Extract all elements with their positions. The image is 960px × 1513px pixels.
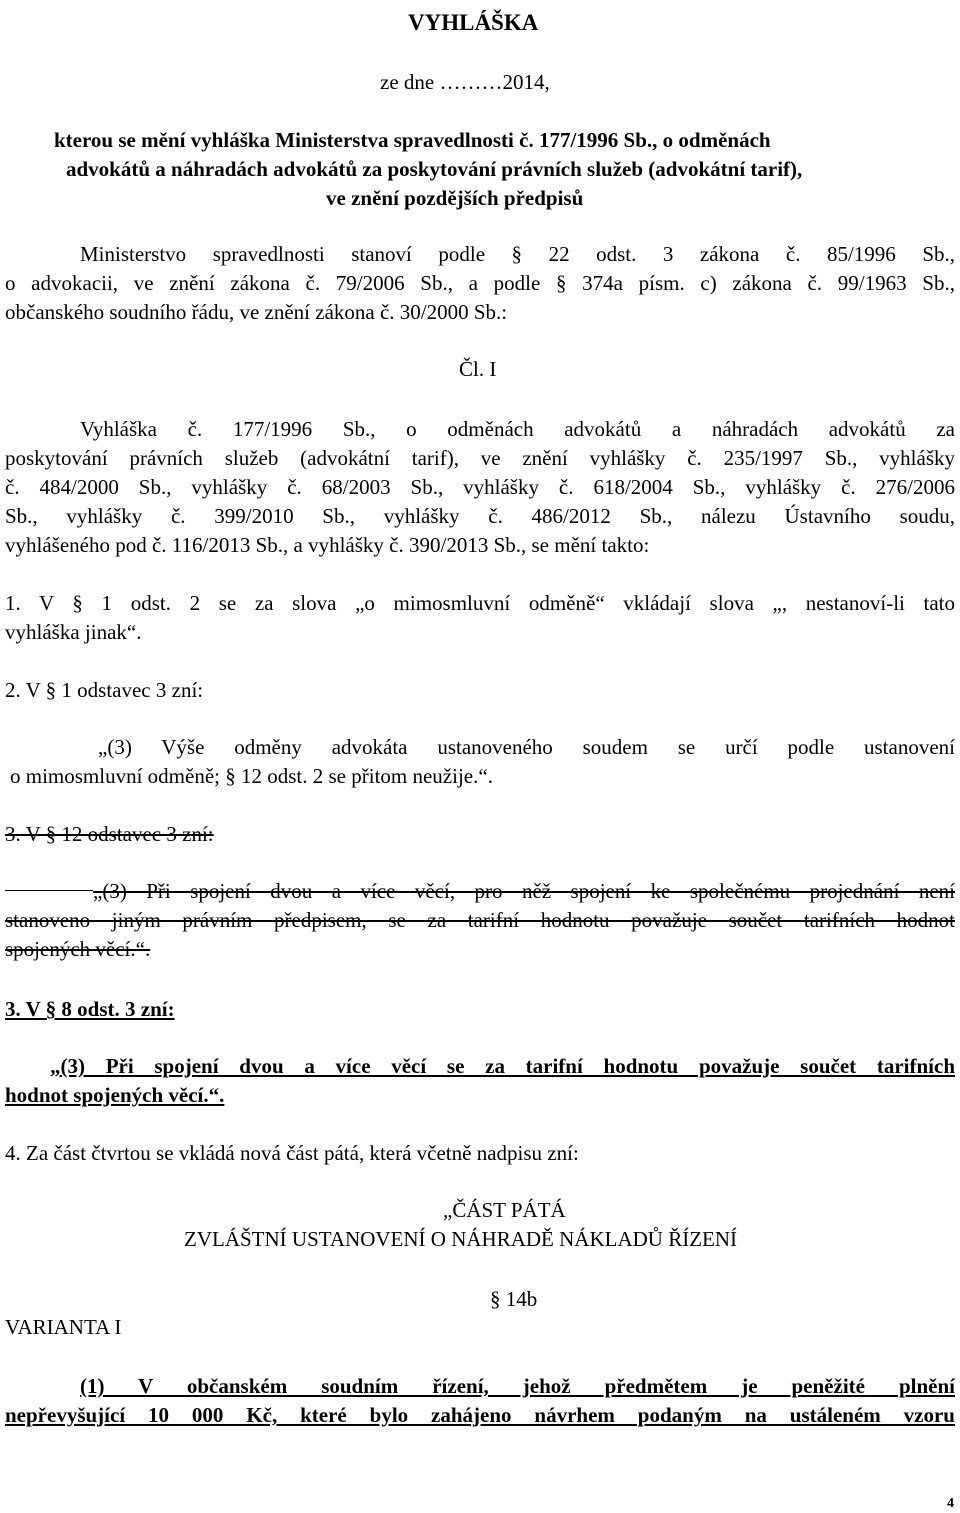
point-3-new-text-line-2: hodnot spojených věcí.“. xyxy=(5,1083,225,1107)
subtitle-line-1: kterou se mění vyhláška Ministerstva spravedlnosti č. 177/1996 Sb., o odměnách xyxy=(54,128,771,152)
article-heading: Čl. I xyxy=(459,357,497,381)
subtitle-line-2: advokátů a náhradách advokátů za poskytování právních služeb (advokátní tarif), xyxy=(66,157,803,181)
point-2-heading: 2. V § 1 odstavec 3 zní: xyxy=(5,678,204,702)
point-3-struck-heading: 3. V § 12 odstavec 3 zní: xyxy=(5,822,214,846)
point-3-struck-text-line-1: „(3) Při spojení dvou a více věcí, pro něž spojení ke společnému projednání není xyxy=(93,879,955,903)
section-text-line-2: nepřevyšující 10 000 Kč, které bylo zahájeno návrhem podaným na ustáleném vzoru xyxy=(5,1403,955,1427)
article-intro-line-4: Sb., vyhlášky č. 399/2010 Sb., vyhlášky č. 486/2012 Sb., nálezu Ústavního soudu, xyxy=(5,504,955,528)
point-3-new-text-line-1: „(3) Při spojení dvou a více věcí se za tarifní hodnotu považuje součet tarifních xyxy=(50,1054,955,1078)
strike-leader-rule xyxy=(5,890,93,891)
preamble-line-1: Ministerstvo spravedlnosti stanoví podle § 22 odst. 3 zákona č. 85/1996 Sb., xyxy=(80,242,955,266)
article-intro-line-1: Vyhláška č. 177/1996 Sb., o odměnách advokátů a náhradách advokátů za xyxy=(80,417,955,441)
point-1-line-2: vyhláška jinak“. xyxy=(5,620,142,644)
part-heading: „ČÁST PÁTÁ xyxy=(443,1198,566,1222)
section-number: § 14b xyxy=(490,1287,538,1311)
article-intro-line-2: poskytování právních služeb (advokátní tarif), ve znění vyhlášky č. 235/1997 Sb., vyhlášky xyxy=(5,446,955,470)
point-1-line-1: 1. V § 1 odst. 2 se za slova „o mimosmluvní odměně“ vkládají slova „, nestanoví-li tato xyxy=(5,591,955,615)
point-3-struck-text-line-2: stanoveno jiným právním předpisem, se za tarifní hodnotu považuje součet tarifních hodnot xyxy=(5,908,955,932)
point-2-text-line-2: o mimosmluvní odměně; § 12 odst. 2 se přitom neužije.“. xyxy=(10,764,493,788)
date-line: ze dne ………2014, xyxy=(380,70,550,94)
variant-label: VARIANTA I xyxy=(5,1315,122,1339)
document-title: VYHLÁŠKA xyxy=(408,10,539,35)
preamble-line-2: o advokacii, ve znění zákona č. 79/2006 Sb., a podle § 374a písm. c) zákona č. 99/1963 Sb., xyxy=(5,271,955,295)
point-4-text: 4. Za část čtvrtou se vkládá nová část pátá, která včetně nadpisu zní: xyxy=(5,1141,579,1165)
part-title: ZVLÁŠTNÍ USTANOVENÍ O NÁHRADĚ NÁKLADŮ ŘÍZENÍ xyxy=(184,1227,738,1251)
point-3-struck-text-line-3: spojených věcí.“. xyxy=(5,937,151,961)
page-number: 4 xyxy=(947,1496,954,1511)
article-intro-line-3: č. 484/2000 Sb., vyhlášky č. 68/2003 Sb., vyhlášky č. 618/2004 Sb., vyhlášky č. 276/2006 xyxy=(5,475,955,499)
subtitle-line-3: ve znění pozdějších předpisů xyxy=(326,186,584,210)
article-intro-line-5: vyhlášeného pod č. 116/2013 Sb., a vyhlášky č. 390/2013 Sb., se mění takto: xyxy=(5,533,650,557)
point-2-text-line-1: „(3) Výše odměny advokáta ustanoveného soudem se určí podle ustanovení xyxy=(98,735,955,759)
point-3-new-heading: 3. V § 8 odst. 3 zní: xyxy=(5,997,175,1021)
preamble-line-3: občanského soudního řádu, ve znění zákona č. 30/2000 Sb.: xyxy=(5,300,508,324)
section-text-line-1: (1) V občanském soudním řízení, jehož předmětem je peněžité plnění xyxy=(80,1374,955,1398)
